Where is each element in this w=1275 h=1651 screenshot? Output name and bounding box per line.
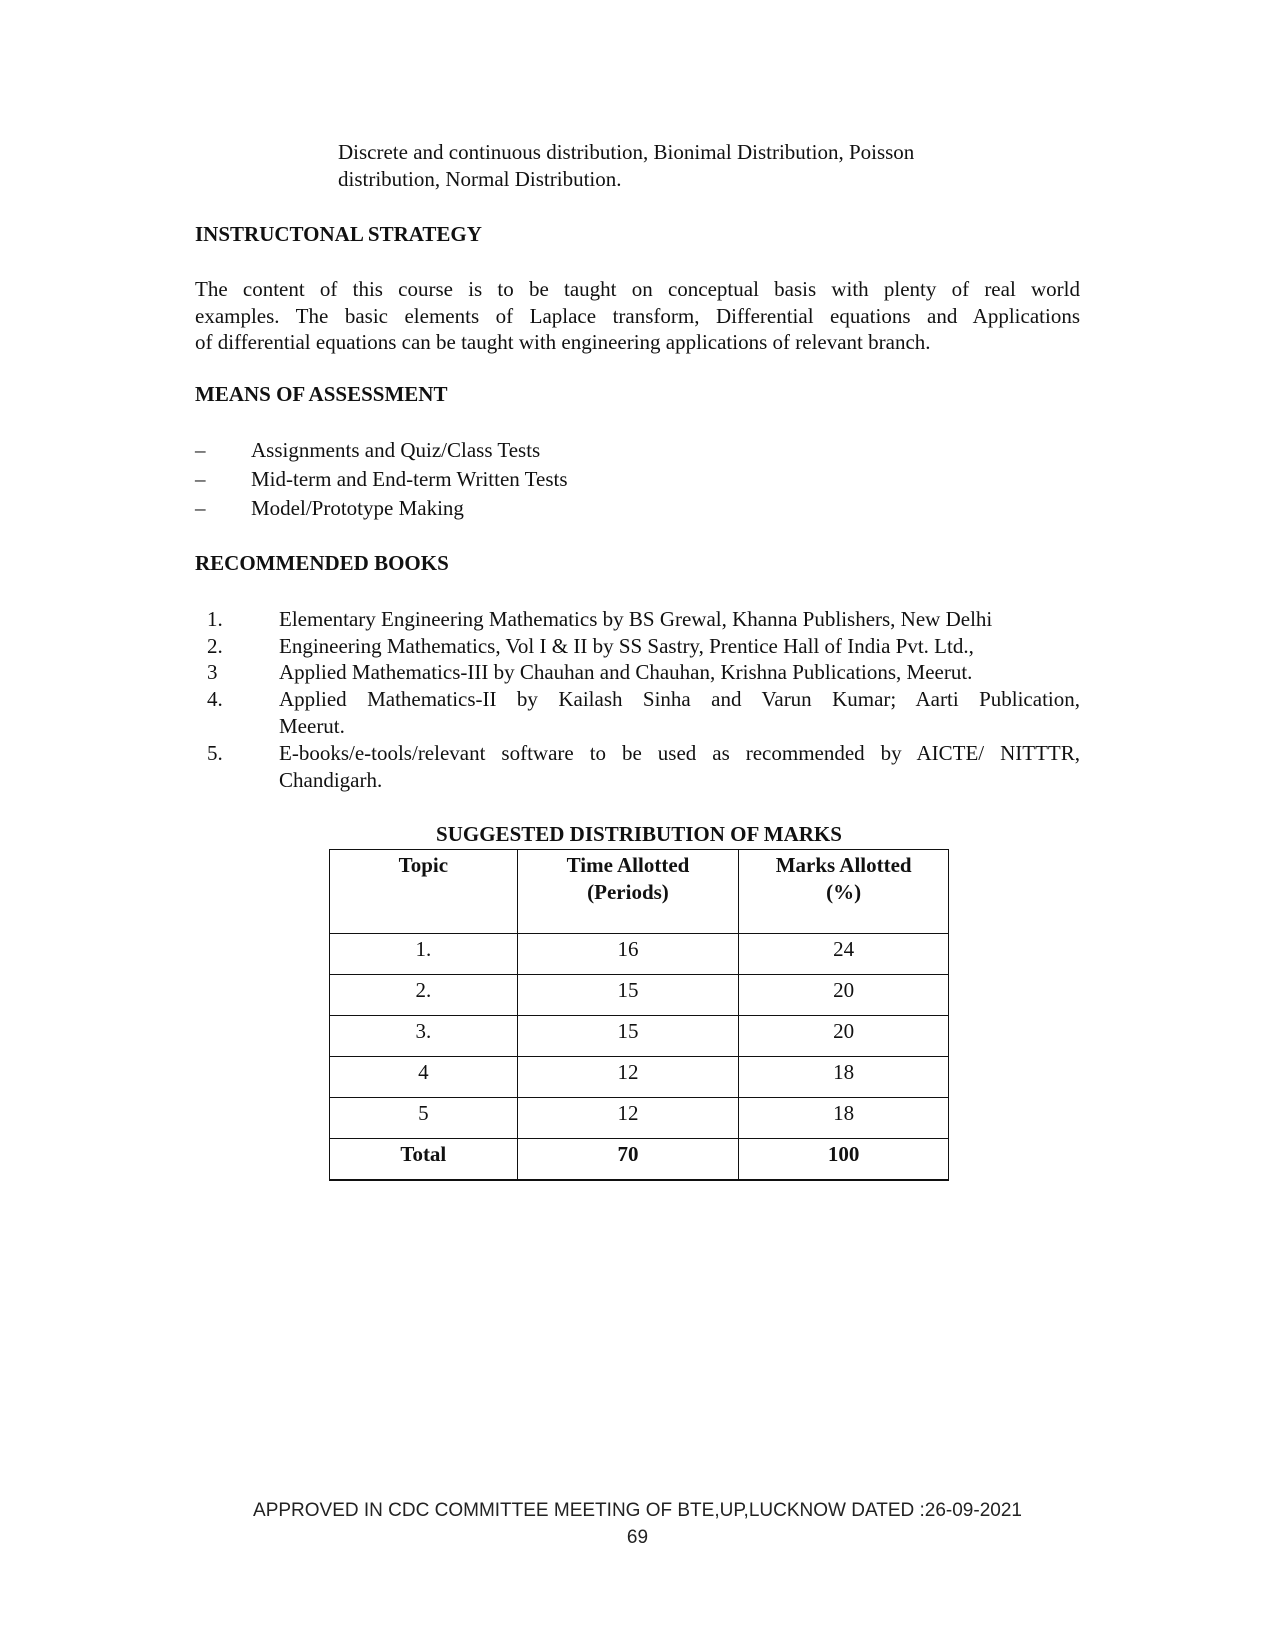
paragraph-line: examples. The basic elements of Laplace transform, Differential equations and Applications: [195, 303, 1080, 328]
book-number: 5.: [207, 741, 223, 765]
book-number: 1.: [207, 607, 223, 631]
header-marks-allotted: [739, 850, 949, 934]
cell-time: 15: [517, 975, 739, 1016]
table-row: [330, 1016, 949, 1057]
assessment-item-text: Model/Prototype Making: [251, 496, 464, 520]
assessment-item: [195, 467, 568, 492]
book-title: Engineering Mathematics, Vol I & II by SS Sastry, Prentice Hall of India Pvt. Ltd.,: [279, 634, 974, 658]
marks-table-title: SUGGESTED DISTRIBUTION OF MARKS: [436, 822, 842, 846]
table-row: [330, 975, 949, 1016]
header-sublabel: (Periods): [587, 880, 669, 904]
instructional-strategy-heading: INSTRUCTONAL STRATEGY: [195, 222, 482, 246]
book-number: 4.: [207, 687, 223, 711]
assessment-item-text: Assignments and Quiz/Class Tests: [251, 438, 541, 462]
books-heading: RECOMMENDED BOOKS: [195, 551, 449, 575]
book-title-continued: Meerut.: [279, 714, 345, 738]
intro-line: distribution, Normal Distribution.: [338, 167, 622, 191]
cell-topic: 4: [330, 1057, 518, 1098]
book-title-continued: Chandigarh.: [279, 768, 383, 792]
book-title: Applied Mathematics-II by Kailash Sinha and Varun Kumar; Aarti Publication,: [279, 687, 1080, 711]
header-time-allotted: [517, 850, 739, 934]
header-topic: [330, 850, 518, 934]
cell-marks: 20: [739, 975, 949, 1016]
instructional-strategy-paragraph: [195, 276, 1080, 356]
cell-topic: 2.: [330, 975, 518, 1016]
assessment-item: [195, 496, 464, 521]
table-total-row: [330, 1139, 949, 1181]
cell-total-time: 70: [517, 1139, 739, 1181]
book-title: Elementary Engineering Mathematics by BS Grewal, Khanna Publishers, New Delhi: [279, 607, 993, 631]
cell-topic: 1.: [330, 934, 518, 975]
book-number: 3: [207, 660, 218, 684]
approval-footer: APPROVED IN CDC COMMITTEE MEETING OF BTE,UP,LUCKNOW DATED :26-09-2021: [253, 1500, 1022, 1521]
book-title: Applied Mathematics-III by Chauhan and Chauhan, Krishna Publications, Meerut.: [279, 660, 973, 684]
assessment-item-text: Mid-term and End-term Written Tests: [251, 467, 568, 491]
cell-time: 12: [517, 1098, 739, 1139]
intro-text: [338, 139, 914, 193]
cell-topic: 3.: [330, 1016, 518, 1057]
cell-time: 15: [517, 1016, 739, 1057]
header-label: Time Allotted: [566, 853, 690, 877]
assessment-item: [195, 438, 540, 463]
cell-topic: 5: [330, 1098, 518, 1139]
cell-time: 12: [517, 1057, 739, 1098]
header-sublabel: (%): [826, 880, 862, 904]
cell-time: 16: [517, 934, 739, 975]
page-number: 69: [626, 1527, 649, 1548]
table-row: [330, 1057, 949, 1098]
paragraph-line: The content of this course is to be taught on conceptual basis with plenty of real world: [195, 277, 1080, 301]
cell-marks: 24: [739, 934, 949, 975]
intro-line: Discrete and continuous distribution, Bionimal Distribution, Poisson: [338, 140, 915, 164]
marks-distribution-table: [329, 849, 949, 1181]
table-header-row: [330, 850, 949, 934]
header-label: Marks Allotted: [775, 853, 912, 877]
dash-bullet-icon: –: [195, 496, 206, 520]
cell-marks: 18: [739, 1098, 949, 1139]
book-title: E-books/e-tools/relevant software to be used as recommended by AICTE/ NITTTR,: [279, 741, 1080, 765]
cell-marks: 18: [739, 1057, 949, 1098]
header-label: Topic: [398, 853, 449, 877]
dash-bullet-icon: –: [195, 438, 206, 462]
table-row: [330, 934, 949, 975]
table-row: [330, 1098, 949, 1139]
cell-total-marks: 100: [739, 1139, 949, 1181]
dash-bullet-icon: –: [195, 467, 206, 491]
paragraph-line: of differential equations can be taught with engineering applications of relevant branch.: [195, 330, 931, 354]
assessment-heading: MEANS OF ASSESSMENT: [195, 382, 448, 406]
cell-total-label: Total: [330, 1139, 518, 1181]
cell-marks: 20: [739, 1016, 949, 1057]
book-number: 2.: [207, 634, 223, 658]
